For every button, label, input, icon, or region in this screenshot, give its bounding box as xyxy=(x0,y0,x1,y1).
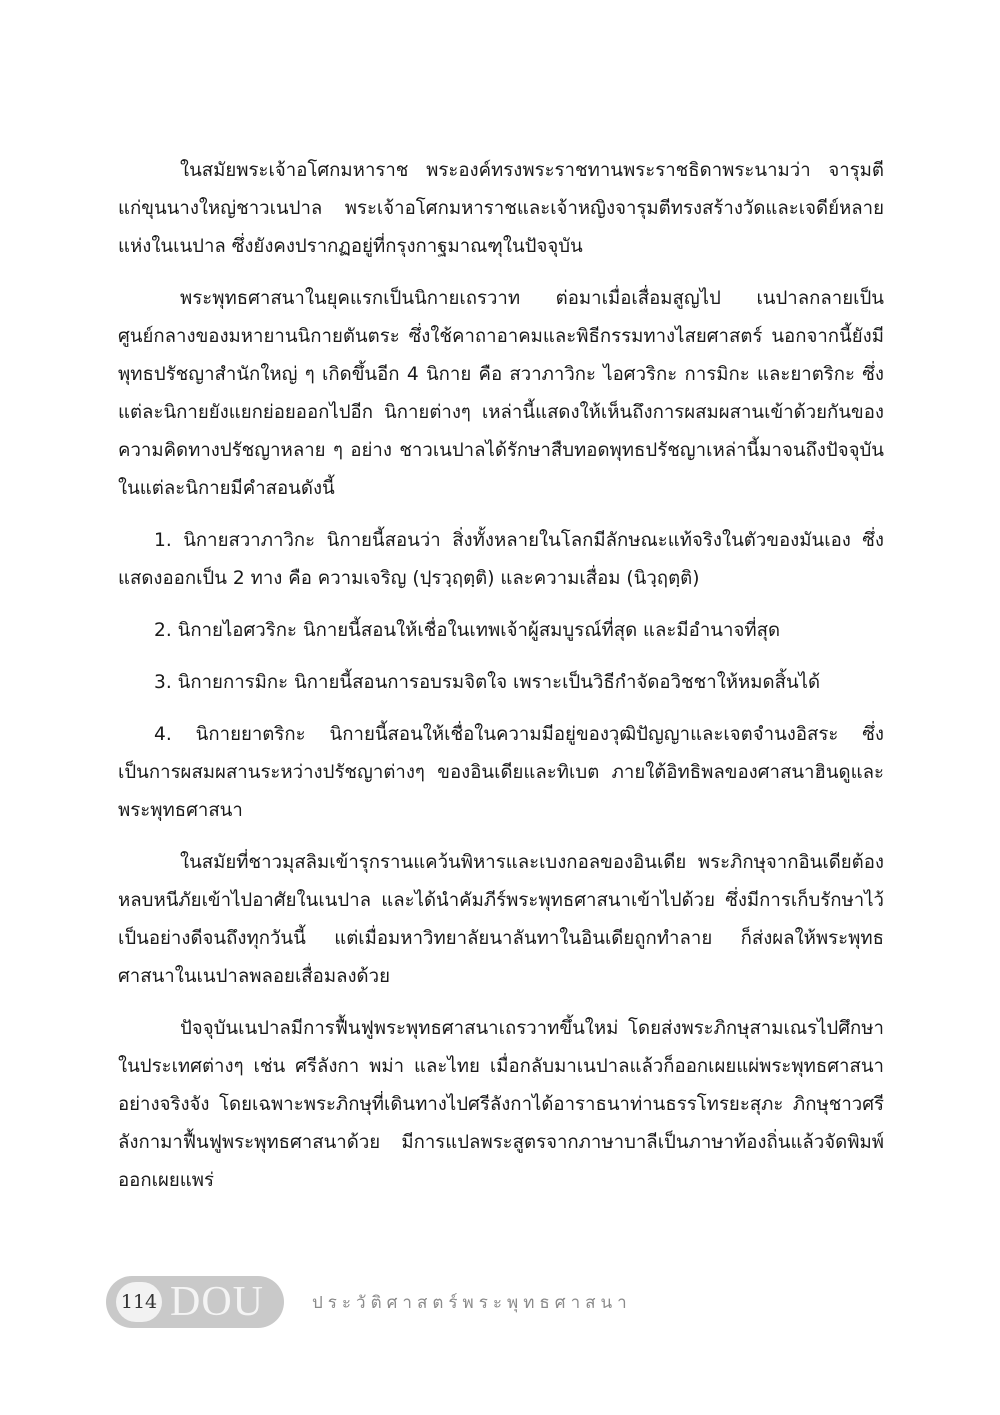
page-number: 114 xyxy=(116,1282,162,1322)
paragraph-ashoka: ในสมัยพระเจ้าอโศกมหาราช พระองค์ทรงพระราชทานพระราชธิดาพระนามว่า จารุมตี แก่ขุนนางใหญ่ชาวเนปาล พระเจ้าอโศกมหาราชและเจ้าหญิงจารุมตีทรงสร้างวัดและเจดีย์หลายแห่งในเนปาล ซึ่งยังคงปรากฏอยู่ที่กรุงกาฐมาณฑุในปัจจุบัน xyxy=(118,160,884,257)
paragraph-early-buddhism: พระพุทธศาสนาในยุคแรกเป็นนิกายเถรวาท ต่อมาเมื่อเสื่อมสูญไป เนปาลกลายเป็นศูนย์กลางของมหายานนิกายตันตระ ซึ่งใช้คาถาอาคมและพิธีกรรมทางไสยศาสตร์ นอกจากนี้ยังมีพุทธปรัชญาสำนักใหญ่ ๆ เกิดขึ้นอีก 4 นิกาย คือ สวาภาวิกะ ไอศวริกะ การมิกะ และยาตริกะ ซึ่งแต่ละนิกายยังแยกย่อยออกไปอีก นิกายต่างๆ เหล่านี้แสดงให้เห็นถึงการผสมผสานเข้าด้วยกันของความคิดทางปรัชญาหลาย ๆ อย่าง ชาวเนปาลได้รักษาสืบทอดพุทธปรัชญาเหล่านี้มาจนถึงปัจจุบัน ในแต่ละนิกายมีคำสอนดังนี้ xyxy=(118,288,884,499)
list-item-svabhavika: 1. นิกายสวาภาวิกะ นิกายนี้สอนว่า สิ่งทั้งหลายในโลกมีลักษณะแท้จริงในตัวของมันเอง ซึ่งแสดงออกเป็น 2 ทาง คือ ความเจริญ (ปฺรวฺฤตฺติ) และความเสื่อม (นิวฺฤตฺติ) xyxy=(118,530,884,589)
paragraph-revival: ปัจจุบันเนปาลมีการฟื้นฟูพระพุทธศาสนาเถรวาทขึ้นใหม่ โดยส่งพระภิกษุสามเณรไปศึกษาในประเทศต่างๆ เช่น ศรีลังกา พม่า และไทย เมื่อกลับมาเนปาลแล้วก็ออกเผยแผ่พระพุทธศาสนาอย่างจริงจัง โดยเฉพาะพระภิกษุที่เดินทางไปศรีลังกาได้อาราธนาท่านธรรโทรยะสุภะ ภิกษุชาวศรีลังกามาฟื้นฟูพระพุทธศาสนาด้วย มีการแปลพระสูตรจากภาษาบาลีเป็นภาษาท้องถิ่นแล้วจัดพิมพ์ออกเผยแพร่ xyxy=(118,1018,884,1191)
brand-logo: DOU xyxy=(170,1279,264,1325)
list-item-aishvarika: 2. นิกายไอศวริกะ นิกายนี้สอนให้เชื่อในเทพเจ้าผู้สมบูรณ์ที่สุด และมีอำนาจที่สุด xyxy=(154,620,781,641)
paragraph-muslim-invasion: ในสมัยที่ชาวมุสลิมเข้ารุกรานแคว้นพิหารและเบงกอลของอินเดีย พระภิกษุจากอินเดียต้องหลบหนีภัยเข้าไปอาศัยในเนปาล และได้นำคัมภีร์พระพุทธศาสนาเข้าไปด้วย ซึ่งมีการเก็บรักษาไว้เป็นอย่างดีจนถึงทุกวันนี้ แต่เมื่อมหาวิทยาลัยนาลันทาในอินเดียถูกทำลาย ก็ส่งผลให้พระพุทธศาสนาในเนปาลพลอยเสื่อมลงด้วย xyxy=(118,852,884,987)
list-item-yatrika: 4. นิกายยาตริกะ นิกายนี้สอนให้เชื่อในความมีอยู่ของวุฒิปัญญาและเจตจำนงอิสระ ซึ่งเป็นการผสมผสานระหว่างปรัชญาต่างๆ ของอินเดียและทิเบต ภายใต้อิทธิพลของศาสนาฮินดูและพระพุทธศาสนา xyxy=(118,724,884,821)
page-footer xyxy=(106,1276,632,1328)
document-body xyxy=(118,152,884,1214)
running-title: ประวัติศาสตร์พระพุทธศาสนา xyxy=(312,1292,632,1313)
footer-badge xyxy=(106,1276,284,1328)
list-item-karmika: 3. นิกายการมิกะ นิกายนี้สอนการอบรมจิตใจ เพราะเป็นวิธีกำจัดอวิชชาให้หมดสิ้นได้ xyxy=(154,672,821,693)
